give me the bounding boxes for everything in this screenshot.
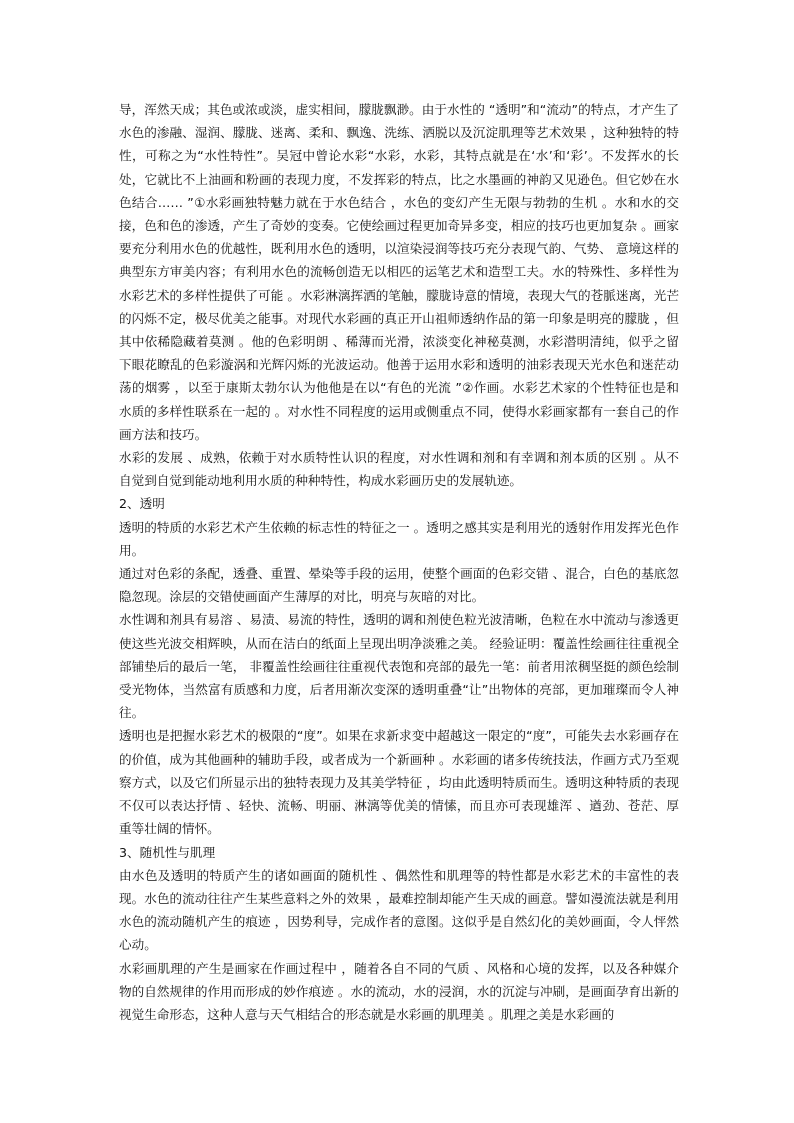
body-paragraph: 透明也是把握水彩艺术的极限的“度”。如果在求新求变中超越这一限定的“度”，可能失去水彩画存在的价值，成为其他画种的辅助手段，或者成为一个新画种 。水彩画的诸多传统技法，作画方式乃至观察方式，以及它们所显示出的独特表现力及其美学特征 ，均由此透明特质而生。透明这种特质的表现不仅可以表达抒情 、轻快、流畅、明丽、淋漓等优美的情愫，而且亦可表现雄浑 、遒劲、苍茫、厚重等壮阔的情怀。 <box>119 728 679 837</box>
body-paragraph: 由水色及透明的特质产生的诸如画面的随机性 、偶然性和肌理等的特性都是水彩艺术的丰富性的表现。水色的流动往往产生某些意料之外的效果 ，最难控制却能产生天成的画意。譬如漫流法就是利用水色的流动随机产生的痕迹 ，因势利导，完成作者的意图。这似乎是自然幻化的美妙画面，令人怦然心动。 <box>119 867 679 953</box>
section-heading: 2、透明 <box>119 496 165 512</box>
body-paragraph: 水彩画肌理的产生是画家在作画过程中 ，随着各自不同的气质 、风格和心境的发挥，以及各种媒介物的自然规律的作用而形成的妙作痕迹 。水的流动，水的浸润，水的沉淀与冲刷，是画面孕育出新的视觉生命形态，这种人意与天气相结合的形态就是水彩画的肌理美 。肌理之美是水彩画的 <box>119 960 679 1022</box>
body-paragraph: 导，浑然天成；其色或浓或淡，虚实相间，朦胧飘渺。由于水性的 “透明”和“流动”的特点，才产生了水色的渗融、湿润、朦胧、迷离、柔和、飘逸、洗练、洒脱以及沉淀肌理等艺术效果 ，这种独特的特性，可称之为“水性特性”。吴冠中曾论水彩“水彩，水彩，其特点就是在‘水’和‘彩’。不发挥水的长处，它就比不上油画和粉画的表现力度，不发挥彩的特点，比之水墨画的神韵又见逊色。但它妙在水色结合…… ”①水彩画独特魅力就在于水色结合 ，水色的变幻产生无限与勃勃的生机 。水和水的交接，色和色的渗透，产生了奇妙的变奏。它使绘画过程更加奇异多变，相应的技巧也更加复杂 。画家要充分利用水色的优越性，既利用水色的透明，以渲染浸润等技巧充分表现气韵、气势、 意境这样的典型东方审美内容；有利用水色的流畅创造无以相匹的运笔艺术和造型工夫。水的特殊性、多样性为水彩艺术的多样性提供了可能 。水彩淋漓挥洒的笔触，朦胧诗意的情境，表现大气的苍脈迷离，光芒的闪烁不定，极尽优美之能事。对现代水彩画的真正开山祖师透纳作品的第一印象是明亮的朦胧 ，但其中依稀隐藏着莫测 。他的色彩明朗 、稀薄而光滑，浓淡变化神秘莫测，水彩潜明清纯，似乎之留下眼花瞭乱的色彩漩涡和光辉闪烁的光波运动。他善于运用水彩和透明的油彩表现天光水色和迷茫动荡的烟雾 ，以至于康斯太勃尔认为他他是在以“有色的光流 ”②作画。水彩艺术家的个性特征也是和水质的多样性联系在一起的 。对水性不同程度的运用或侧重点不同，使得水彩画家都有一套自己的作画方法和技巧。 <box>119 102 679 442</box>
body-paragraph: 水彩的发展 、成熟，依赖于对水质特性认识的程度，对水性调和剂和有幸调和剂本质的区别 。从不自觉到自觉到能动地利用水质的种种特性，构成水彩画历史的发展轨迹。 <box>119 450 679 489</box>
document-page <box>119 98 679 1026</box>
section-heading: 3、随机性与肌理 <box>119 844 216 860</box>
body-paragraph: 通过对色彩的条配，透叠、重置、晕染等手段的运用，使整个画面的色彩交错 、混合，白色的基底忽隐忽现。涂层的交错使画面产生薄厚的对比，明亮与灰暗的对比。 <box>119 566 679 605</box>
body-paragraph: 水性调和剂具有易溶 、易渍、易流的特性，透明的调和剂使色粒光波清晰，色粒在水中流动与渗透更使这些光波交相辉映，从而在洁白的纸面上呈现出明净淡雅之美。 经验证明：覆盖性绘画往往重视全部铺垫后的最后一笔， 非覆盖性绘画往往重视代表饱和亮部的最先一笔：前者用浓稠坚挺的颜色绘制受光物体，当然富有质感和力度，后者用渐次变深的透明重叠“让”出物体的亮部，更加璀璨而令人神往。 <box>119 612 679 721</box>
body-paragraph: 透明的特质的水彩艺术产生依赖的标志性的特征之一 。透明之感其实是利用光的透射作用发挥光色作用。 <box>119 519 679 558</box>
